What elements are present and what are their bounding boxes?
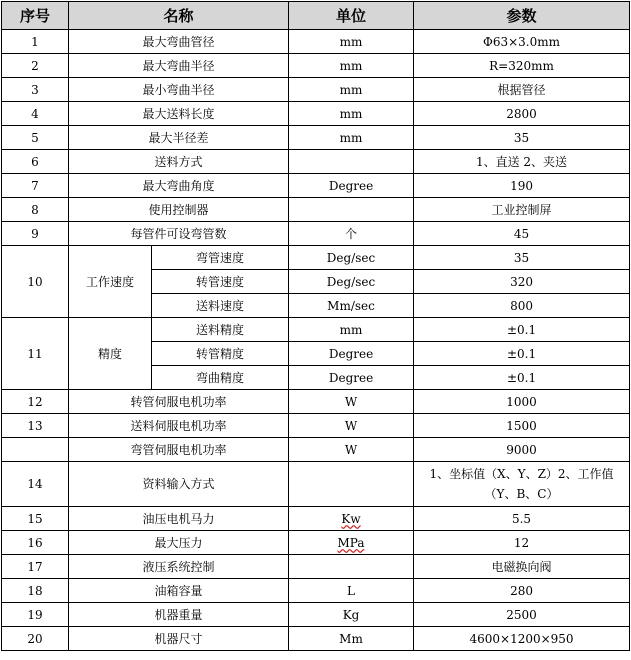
header-row [2,2,630,30]
row-name: 转管伺服电机功率 [69,390,289,414]
row-value: 1500 [414,414,630,438]
header-value: 参数 [414,2,630,30]
sub-item-unit: Degree [289,342,414,366]
row-value: 9000 [414,438,630,462]
sub-item-name: 弯曲精度 [152,366,289,390]
row-index: 20 [2,627,69,651]
row-value: 电磁换向阀 [414,555,630,579]
row-unit: Kg [289,603,414,627]
row-index: 5 [2,126,69,150]
table-row [2,507,630,531]
row-index: 8 [2,198,69,222]
row-name: 最大压力 [69,531,289,555]
sub-item-unit: Mm/sec [289,294,414,318]
row-index: 2 [2,54,69,78]
row-index: 7 [2,174,69,198]
row-name: 最大弯曲半径 [69,54,289,78]
row-index: 3 [2,78,69,102]
sub-item-unit: Deg/sec [289,246,414,270]
row-name: 使用控制器 [69,198,289,222]
row-name: 最大送料长度 [69,102,289,126]
sub-item-unit: Degree [289,366,414,390]
row-value: Φ63×3.0mm [414,30,630,54]
row-unit: L [289,579,414,603]
row-unit: Mm [289,627,414,651]
sub-item-value: ±0.1 [414,342,630,366]
row-value: R=320mm [414,54,630,78]
value-line-2: （Y、B、C） [484,487,559,501]
group-index: 11 [2,318,69,390]
row-name: 送料方式 [69,150,289,174]
row-index: 17 [2,555,69,579]
table-row [2,54,630,78]
row-unit: mm [289,102,414,126]
row-value: 45 [414,222,630,246]
row-name: 机器重量 [69,603,289,627]
row-unit: mm [289,30,414,54]
row-unit [289,462,414,507]
spec-table [1,1,630,651]
table-row [2,126,630,150]
row-name: 弯管伺服电机功率 [69,438,289,462]
row-index: 16 [2,531,69,555]
row-index: 13 [2,414,69,438]
table-row [2,531,630,555]
row-unit [289,507,414,531]
row-index: 12 [2,390,69,414]
table-row [2,603,630,627]
row-value: 根据管径 [414,78,630,102]
sub-item-name: 弯管速度 [152,246,289,270]
row-name: 油压电机马力 [69,507,289,531]
row-unit [289,555,414,579]
row-unit: W [289,414,414,438]
row-name: 最大弯曲管径 [69,30,289,54]
table-row [2,78,630,102]
row-name: 最大弯曲角度 [69,174,289,198]
table-row [2,318,630,342]
header-index: 序号 [2,2,69,30]
row-name: 机器尺寸 [69,627,289,651]
table-row [2,198,630,222]
unit-text: MPa [337,535,365,550]
row-unit [289,198,414,222]
row-index: 4 [2,102,69,126]
row-unit: W [289,390,414,414]
sub-item-name: 转管精度 [152,342,289,366]
sub-item-name: 转管速度 [152,270,289,294]
row-name: 送料伺服电机功率 [69,414,289,438]
row-unit: 个 [289,222,414,246]
sub-item-name: 送料速度 [152,294,289,318]
row-value: 2800 [414,102,630,126]
row-value: 1、直送 2、夹送 [414,150,630,174]
row-index: 15 [2,507,69,531]
sub-item-value: ±0.1 [414,318,630,342]
row-value: 1000 [414,390,630,414]
table-row [2,579,630,603]
sub-item-value: 35 [414,246,630,270]
row-index: 18 [2,579,69,603]
row-value: 280 [414,579,630,603]
table-row [2,222,630,246]
row-index: 9 [2,222,69,246]
table-row [2,102,630,126]
group-name: 工作速度 [69,246,152,318]
header-name: 名称 [69,2,289,30]
value-line-1: 1、坐标值（X、Y、Z）2、工作值 [429,467,614,481]
row-index: 1 [2,30,69,54]
row-unit: Degree [289,174,414,198]
row-unit [289,531,414,555]
row-unit: mm [289,126,414,150]
row-name: 最小弯曲半径 [69,78,289,102]
row-unit: mm [289,78,414,102]
table-row [2,414,630,438]
row-value: 190 [414,174,630,198]
sub-item-unit: mm [289,318,414,342]
group-index: 10 [2,246,69,318]
row-value: 2500 [414,603,630,627]
row-name: 每管件可设弯管数 [69,222,289,246]
group-name: 精度 [69,318,152,390]
sub-item-value: 800 [414,294,630,318]
row-index: 6 [2,150,69,174]
table-row [2,246,630,270]
row-value: 35 [414,126,630,150]
row-value: 12 [414,531,630,555]
row-unit: W [289,438,414,462]
row-value [414,462,630,507]
row-unit [289,150,414,174]
row-name: 资料输入方式 [69,462,289,507]
row-value: 5.5 [414,507,630,531]
table-row [2,462,630,507]
sub-item-name: 送料精度 [152,318,289,342]
row-value: 工业控制屏 [414,198,630,222]
row-name: 最大半径差 [69,126,289,150]
header-unit: 单位 [289,2,414,30]
table-row [2,438,630,462]
table-row [2,150,630,174]
table-row [2,555,630,579]
row-index: 14 [2,462,69,507]
sub-item-unit: Deg/sec [289,270,414,294]
unit-text: Kw [341,511,361,526]
table-row [2,174,630,198]
row-value: 4600×1200×950 [414,627,630,651]
table-row [2,30,630,54]
table-row [2,390,630,414]
row-index [2,438,69,462]
row-name: 液压系统控制 [69,555,289,579]
row-unit: mm [289,54,414,78]
sub-item-value: 320 [414,270,630,294]
row-index: 19 [2,603,69,627]
row-name: 油箱容量 [69,579,289,603]
sub-item-value: ±0.1 [414,366,630,390]
table-row [2,627,630,651]
